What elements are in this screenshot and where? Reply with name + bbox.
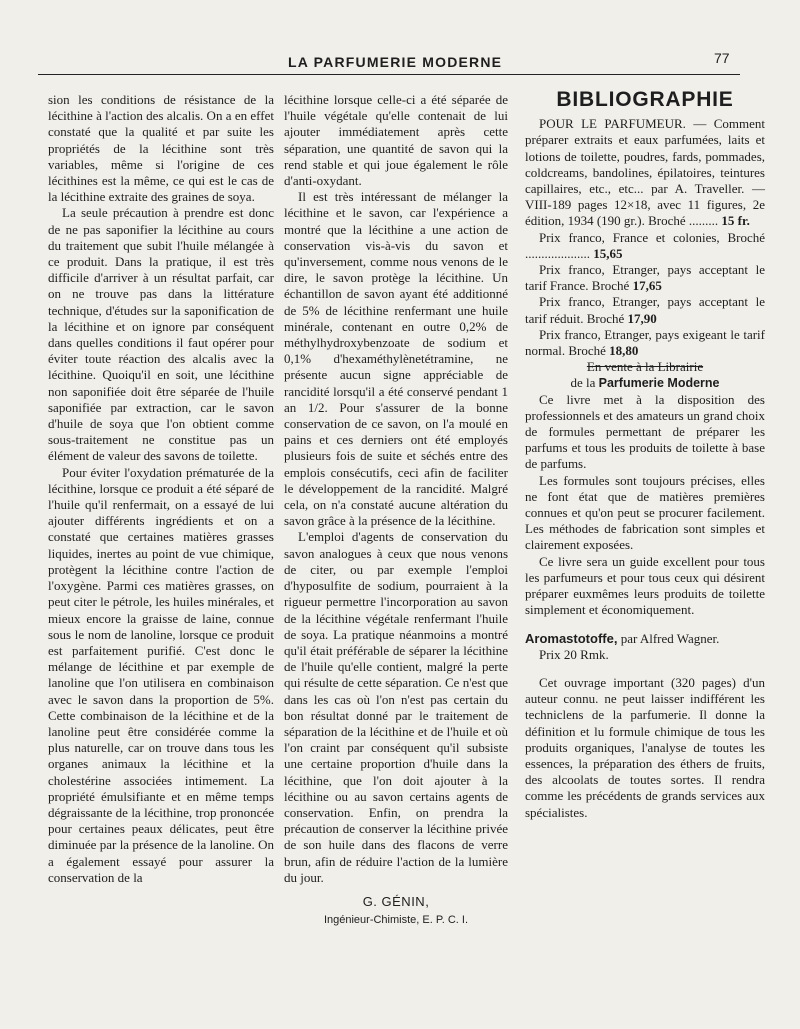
book-author: par Alfred Wagner. (620, 630, 720, 646)
price-label: Prix franco, Etranger, pays exigeant le tarif normal. Broché (525, 326, 765, 359)
paragraph: La seule précaution à prendre est donc de ne pas saponifier la lécithine au cours du traitement que subit l'huile mélangée à ce produit. Dans la pratique, il est très difficile d'arriver à un résultat parfait, car on ne trouve pas dans la littérature technique, d'études sur la saponification de la lécithine et on ignore par conséquent dans quelles conditions il faut opérer pour éviter toute réaction des alcalis avec la lécithine. Quoiqu'il en soit, une lécithine non saponifiée doit être séparée de l'huile saponifiée par extraction, car le savon d'huile de soya que l'on obtient comme sous-traitement ne constitue pas un élément de valeur des savons de toilette. (48, 205, 274, 464)
paragraph: L'emploi d'agents de conservation du savon analogues à ceux que nous venons de citer, ou par exemple l'emploi d'hyposulfite de sodium, pourraient à la rigueur permettre l'incorporation au savon de la lécithine végétale renfermant l'huile de soya. La pratique néanmoins a montré qu'il était préférable de séparer la lécithine de l'huile qu'elle contient, malgré la perte qui résulte de cette séparation. Ce n'est que dans les cas où l'on n'est pas certain du bon résultat donné par le traitement de séparation de la lécithine et de l'huile et où l'on craint par conséquent qu'il subsiste une certaine proportion d'huile dans la lécithine, que l'on doit ajouter à la lécithine ou au savon certains agents de conservation. Enfin, on prendra la précaution de conserver la lécithine privée de son huile dans des flacons de verre brun, afin de réduire l'action de la lumière du jour. (284, 529, 508, 885)
paragraph: Pour éviter l'oxydation prématurée de la lécithine, lorsque ce produit a été séparé de l'huile qu'il renfermait, on a essayé de lui ajouter différents ingrédients et on a constaté que certaines matières grasses liquides, inertes au point de vue chimique, protègent la lécithine contre l'action de l'oxygène. Parmi ces matières grasses, on peut citer le pétrole, les huiles minérales, et mieux encore la graisse de laine, connue sous le nom de lanoline, lorsque ce produit est parfaitement purifié. C'est donc le mélange de lécithine et par exemple de lanoline que l'on utilisera en combinaison avec le savon dans la proportion de 5%. Cette combinaison de la lécithine et de la lanoline peut être considérée comme la plus naturelle, car on trouve dans tous les organes animaux la lécithine et la cholestérine associées intimement. La propriété émulsifiante et en même temps dégraissante de la lécithine, trop prononcée pour certaines peaux délicates, peut être diminuée par la présence de la lanoline. On a également essayé pour assurer la conservation de la (48, 464, 274, 885)
paragraph: sion les conditions de résistance de la lécithine à l'action des alcalis. On a en effet constaté que la qualité et par suite les propriétés de la lécithine sont très variables, même si l'origine de ces lécithines est la même, ce qui est le cas de la lécithine extraite des graines de soya. (48, 92, 274, 205)
author-signature: G. GÉNIN, (362, 893, 430, 909)
paragraph: Il est très intéressant de mélanger la lécithine et le savon, car l'expérience a montré que la lécithine a une action de conservation vis-à-vis du savon et qu'inversement, comme nous venons de le dire, le savon protège la lécithine. Un échantillon de savon ayant été additionné de 5% de lécithine renfermant une huile minérale, contenant en outre 0,2% de méthylhydroxybenzoate de sodium et 0,1% d'hexaméthylènetétramine, ne présente aucun signe appréciable de rancidité lorsqu'il a été conservé pendant 1 an 1/2. Pour s'assurer de la bonne conservation de ce savon, on l'a moulé en pains et ces derniers ont été employés plusieurs fois de suite et séchés entre des emplois consécutifs, ceci afin de faciliter le développement de la rancidité. Malgré cela, on n'a constaté aucune altération du savon grâce à la présence de la lécithine. (284, 189, 508, 529)
price-value: 15,65 (593, 245, 623, 261)
article-column-2 (284, 92, 508, 928)
spacer (525, 619, 765, 631)
running-header-title: LA PARFUMERIE MODERNE (288, 54, 503, 70)
header-rule (38, 74, 740, 75)
price-line (525, 294, 765, 326)
price-value: 15 fr. (721, 213, 750, 229)
price-line (525, 262, 765, 294)
paragraph: lécithine lorsque celle-ci a été séparée de l'huile végétale qu'elle contenait de lui ajouter immédiatement après cette séparation, une quantité de savon qui la rend stable et qui joue également le rôle d'anti-oxydant. (284, 92, 508, 189)
price-value: 17,90 (627, 310, 657, 326)
price-line (525, 327, 765, 359)
price-value: 18,80 (609, 343, 639, 359)
book-price: Prix 20 Rmk. (539, 646, 609, 662)
price-label: Prix franco, France et colonies, Broché .................... (525, 229, 765, 261)
section-title: BIBLIOGRAPHIE (556, 88, 734, 111)
paragraph: Cet ouvrage important (320 pages) d'un auteur connu. ne peut laisser indifférent les techniclens de la parfumerie. Il donne la définition et lu formule chimique de tous les produits organiques, l'analyse de toutes les essences, la préparation des éthers de fruits, des alcoolats de toutes sortes. Il rendra comme les précédents de grands services aux spécialistes. (525, 674, 765, 820)
price-value: 17,65 (632, 278, 662, 294)
price-label: Prix franco, Etranger, pays acceptant le tarif France. Broché (525, 262, 765, 294)
book-entry-text: POUR LE PARFUMEUR. — Comment préparer extraits et eaux parfumées, laits et lotions de toilette, poudres, fards, pommades, coldcreams, bandolines, épilatoires, teintures capillaires, etc., etc... par A. Traveller. — VIII-189 pages 12×18, avec 11 figures, 2e édition, 1934 (190 gr.). Broché ......... (525, 116, 765, 229)
page-number: 77 (714, 50, 730, 66)
sale-store-prefix: de la (570, 375, 596, 391)
sale-notice (525, 359, 765, 375)
price-line (525, 230, 765, 262)
book-title: Aromastotoffe, (525, 630, 618, 646)
price-label: Prix franco, Etranger, pays acceptant le tarif réduit. Broché (525, 294, 765, 326)
paragraph: Les formules sont toujours précises, elles ne font état que de matières premières connues et qu'on peut se procurer facilement. Les méthodes de fabrication sont simples et clairement exposées. (525, 472, 765, 553)
author-title: Ingénieur-Chimiste, E. P. C. I. (323, 914, 469, 927)
spacer (525, 663, 765, 675)
sale-store (525, 375, 765, 391)
book-entry-2 (525, 631, 765, 663)
sale-notice-text: En vente à la Librairie (586, 359, 704, 375)
sale-store-name: Parfumerie Moderne (598, 376, 720, 391)
bibliography-column (525, 88, 765, 821)
paragraph: Ce livre met à la disposition des professionnels et des amateurs un grand choix de formules permettant de préparer les parfums et tous les produits de toilette à base de parfums. (525, 391, 765, 472)
book-entry (525, 116, 765, 229)
article-column-1 (48, 92, 274, 886)
paragraph: Ce livre sera un guide excellent pour tous les parfumeurs et pour tous ceux qui désirent préparer euxmêmes leurs produits de toilette simplement et économiquement. (525, 553, 765, 618)
